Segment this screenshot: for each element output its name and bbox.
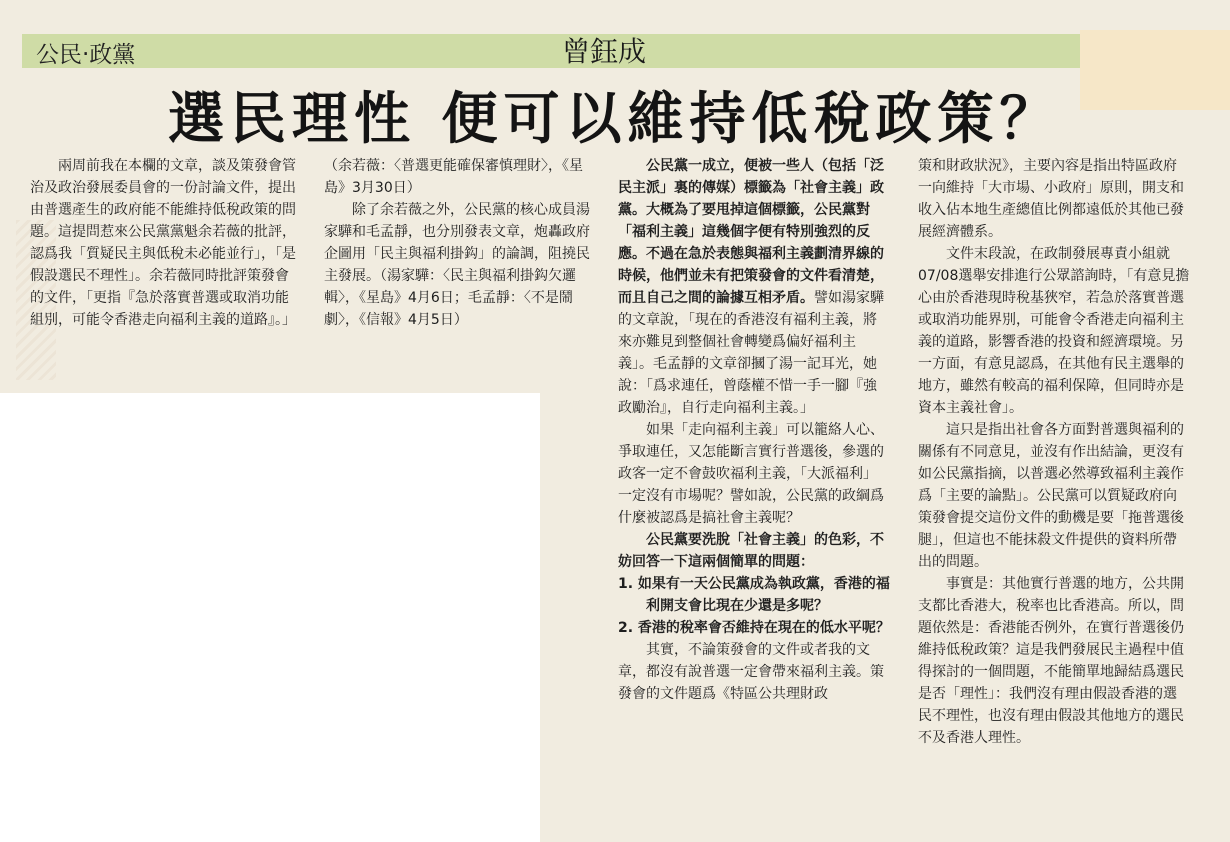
col4-paragraph-2: 文件末段說，在政制發展專責小組就07/08選舉安排進行公眾諮詢時，「有意見擔心由於香港現時稅基狹窄，若急於落實普選或取消功能界別，可能會令香港走向福利主義的道路，影響香港的投資和經濟環境。另一方面，有意見認爲，在其他有民主選舉的地方，雖然有較高的福利保障，但同時亦是資本主義社會」。 — [918, 246, 1190, 416]
col2-paragraph-1: （余若薇：〈普選更能確保審慎理財〉，《星島》3月30日） — [324, 158, 583, 196]
blank-area — [0, 393, 540, 842]
col3-paragraph-4: 其實，不論策發會的文件或者我的文章，都沒有說普選一定會帶來福利主義。策發會的文件題爲《特區公共理財政 — [618, 642, 884, 702]
column-1 — [30, 155, 296, 331]
headline: 選民理性 便可以維持低稅政策？ — [168, 87, 1062, 152]
col2-paragraph-2: 除了余若薇之外，公民黨的核心成員湯家驊和毛孟靜，也分別發表文章，炮轟政府企圖用「民主與福利掛鈎」的論調，阻撓民主發展。（湯家驊：〈民主與福利掛鈎欠邏輯〉，《星島》4月6日；毛孟靜：〈不是鬧劇〉，《信報》4月5日） — [324, 202, 590, 328]
col3-paragraph-1-bold: 公民黨一成立，便被一些人（包括「泛民主派」裏的傳媒）標籤為「社會主義」政黨。大概為了要甩掉這個標籤，公民黨對「福利主義」這幾個字便有特別強烈的反應。不過在急於表態與福利主義劃清界線的時候，他們並未有把策發會的文件看清楚，而且自己之間的論據互相矛盾。 — [618, 158, 884, 306]
col1-paragraph-1: 兩周前我在本欄的文章，談及策發會管治及政治發展委員會的一份討論文件，提出由普選產生的政府能不能維持低稅政策的問題。這提問惹來公民黨黨魁余若薇的批評，認爲我「質疑民主與低稅未必能並行」，「是假設選民不理性」。余若薇同時批評策發會的文件，「更指『急於落實普選或取消功能組別，可能令香港走向福利主義的道路』。」 — [30, 158, 296, 328]
question-1: 1. 如果有一天公民黨成為執政黨，香港的福利開支會比現在少還是多呢？ — [618, 576, 890, 614]
col4-paragraph-4: 事實是：其他實行普選的地方，公共開支都比香港大，稅率也比香港高。所以，問題依然是：香港能否例外，在實行普選後仍維持低稅政策？這是我們發展民主過程中值得探討的一個問題，不能簡單地歸結爲選民是否「理性」：我們沒有理由假設香港的選民不理性，也沒有理由假設其他地方的選民不及香港人理性。 — [918, 576, 1184, 746]
col3-paragraph-2: 如果「走向福利主義」可以籠絡人心、爭取連任，又怎能斷言實行普選後，參選的政客一定不會鼓吹福利主義，「大派福利」一定沒有市場呢？譬如說，公民黨的政綱爲什麼被認爲是搞社會主義呢？ — [618, 422, 884, 526]
column-3 — [618, 155, 890, 705]
header-band-fade — [1080, 30, 1230, 110]
col3-paragraph-3 — [618, 529, 890, 573]
section-label: 公民‧政黨 — [36, 42, 136, 68]
col4-paragraph-1: 策和財政狀況》，主要內容是指出特區政府一向維持「大市場、小政府」原則，開支和收入佔本地生產總值比例都遠低於其他已發展經濟體系。 — [918, 158, 1184, 240]
question-2: 2. 香港的稅率會否維持在現在的低水平呢？ — [618, 620, 890, 636]
col3-paragraph-1-rest: 譬如湯家驊的文章說，「現在的香港沒有福利主義，將來亦難見到整個社會轉變爲偏好福利主義」。毛孟靜的文章卻摑了湯一記耳光，她說：「爲求連任，曾蔭權不惜一手一腳『強政勵治』，自行走向福利主義。」 — [618, 290, 884, 416]
column-4 — [918, 155, 1190, 749]
author-name: 曾鈺成 — [562, 35, 647, 68]
col3-paragraph-1 — [618, 155, 890, 419]
col3-paragraph-3-bold: 公民黨要洗脫「社會主義」的色彩，不妨回答一下這兩個簡單的問題： — [618, 532, 884, 570]
col4-paragraph-3: 這只是指出社會各方面對普選與福利的關係有不同意見，並沒有作出結論，更沒有如公民黨指摘，以普選必然導致福利主義作爲「主要的論點」。公民黨可以質疑政府向策發會提交這份文件的動機是要「拖普選後腿」，但這也不能抹殺文件提供的資料所帶出的問題。 — [918, 422, 1184, 570]
column-2 — [324, 155, 590, 331]
